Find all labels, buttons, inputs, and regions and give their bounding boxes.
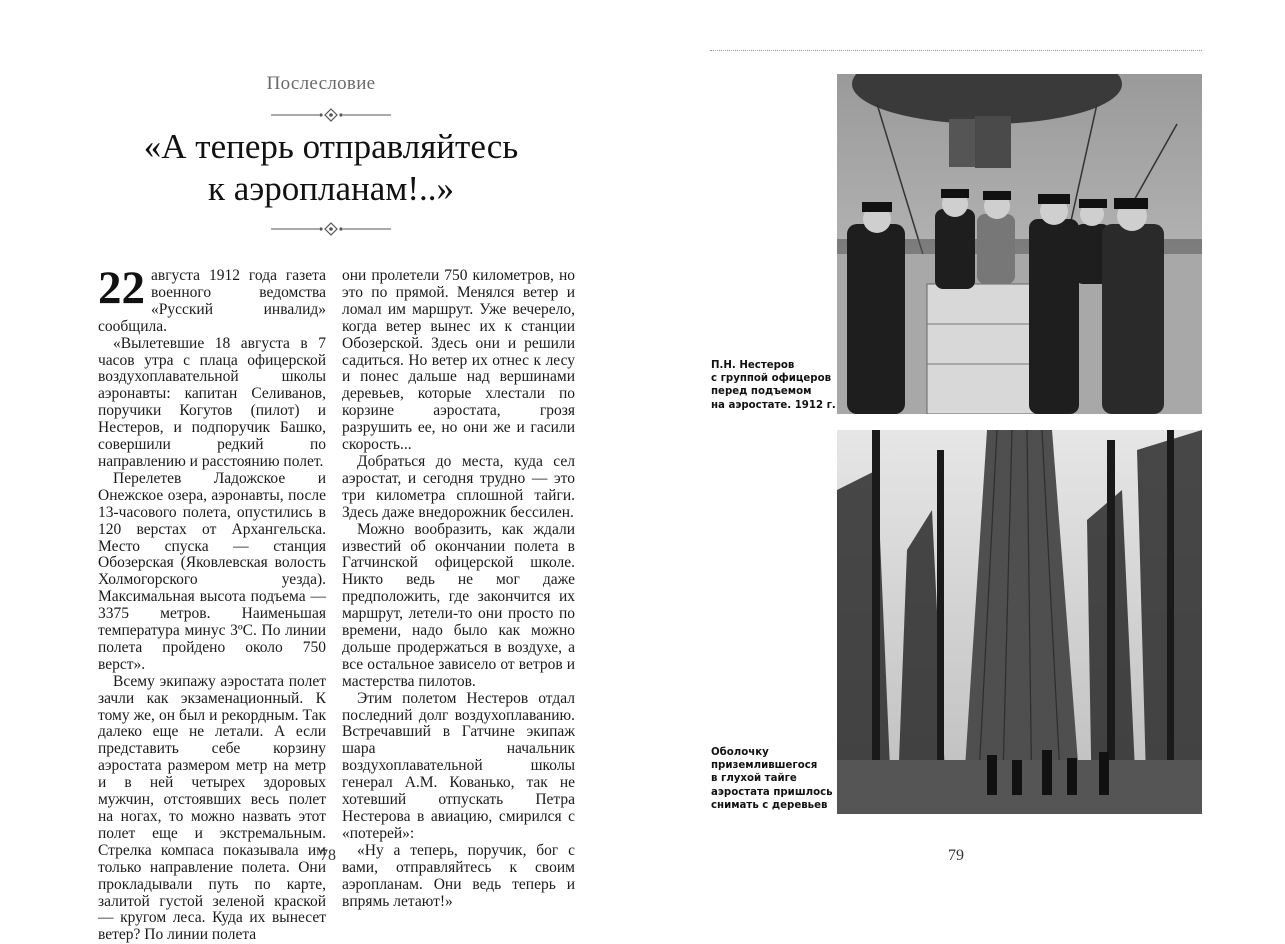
- paragraph: «Ну а теперь, поручик, бог с вами, отправляйтесь к своим аэропланам. Они ведь теперь и впрямь летают!»: [342, 841, 575, 910]
- balloon-in-forest-photo: [837, 430, 1202, 814]
- photo-caption-1: [711, 359, 836, 412]
- left-page: [0, 0, 642, 944]
- ornament-top: [271, 108, 391, 122]
- caption-line: П.Н. Нестеров: [711, 360, 795, 371]
- paragraph: Перелетев Ладожское и Онежское озера, аэронавты, после 13-часового полета, опустились в 120 верстах от Архангельска. Место спуска — станция Обозерская (Яковлевская волость Холмогорского уезда). Максимальная высота подъема — 3375 метров. Наименьшая температура минус 3ºС. По линии полета пройдено около 750 верст».: [98, 469, 326, 673]
- page-number-right: 79: [948, 847, 964, 864]
- balloon-officers-photo: [837, 74, 1202, 414]
- chapter-title-line-1: «А теперь отправляйтесь: [143, 127, 519, 166]
- text-column-1: [98, 262, 326, 944]
- caption-line: на аэростате. 1912 г.: [711, 399, 836, 411]
- caption-line: перед подъемом: [711, 386, 812, 398]
- paragraph: «Вылетевшие 18 августа в 7 часов утра с плаца офицерской воздухоплавательной школы аэронавты: капитан Селиванов, поручики Когутов (пилот) и Нестеров, и подпоручик Башко, совершили редкий по направлению и расстоянию полет.: [98, 334, 326, 470]
- caption-line: с группой офицеров: [711, 373, 832, 385]
- caption-line: снимать с деревьев: [711, 799, 828, 811]
- caption-line: Оболочку: [711, 747, 769, 758]
- section-label: Послесловие: [266, 73, 376, 94]
- dotted-rule: [710, 50, 1202, 51]
- chapter-title: [0, 126, 662, 210]
- paragraph: Всему экипажу аэростата полет зачли как экзаменационный. К тому же, он был и рекордным. Так далеко еще не летали. А если представить себе корзину аэростата размером метр на метр и в ней четырех здоровых мужчин, отстоявших весь полет на ногах, то можно назвать этот полет еще и экстремальным. Стрелка компаса показывала им только направление полета. Они прокладывали путь по карте, залитой густой зеленой краской — кругом леса. Куда их вынесет ветер? По линии полета: [98, 672, 326, 944]
- paragraph: Добраться до места, куда сел аэростат, и сегодня трудно — это три километра сплошной тайги. Здесь даже внедорожник бессилен.: [342, 452, 575, 521]
- drop-cap: 22: [98, 262, 145, 314]
- paragraph: Можно вообразить, как ждали известий об окончании полета в Гатчинской офицерской школе. Никто ведь не мог даже предположить, где закончится их маршрут, летели-то они просто по времени, надо было как можно дольше продержаться в воздухе, а все остальное зависело от ветров и мастерства пилотов.: [342, 520, 575, 690]
- photo-caption-2: [711, 746, 833, 812]
- paragraph-text: августа 1912 года газета военного ведомства «Русский инвалид» сообщила.: [98, 267, 326, 335]
- paragraph: они пролетели 750 километров, но это по прямой. Менялся ветер и ломал им маршрут. Уже вечерело, когда ветер вынес их к станции Обозерской. Здесь они и решили садиться. Но ветер их отнес к лесу и понес дальше над вершинами деревьев, которые хлестали по корзине аэростата, грозя разрушить ее, но они же и гасили скорость...: [342, 267, 575, 454]
- chapter-title-line-2: к аэропланам!..»: [207, 169, 455, 208]
- paragraph: Этим полетом Нестеров отдал последний долг воздухоплаванию. Встречавший в Гатчине экипаж шара начальник воздухоплавательной школы генерал А.М. Кованько, так не хотевший отпускать Петра Нестерова в авиацию, смирился с «потерей»:: [342, 689, 575, 842]
- caption-line: аэростата пришлось: [711, 786, 833, 798]
- text-column-2: [342, 268, 575, 910]
- page-number-left: 78: [320, 847, 336, 864]
- ornament-bottom: [271, 222, 391, 236]
- caption-line: в глухой тайге: [711, 773, 797, 785]
- caption-line: приземлившегося: [711, 760, 818, 772]
- paragraph: [98, 262, 326, 336]
